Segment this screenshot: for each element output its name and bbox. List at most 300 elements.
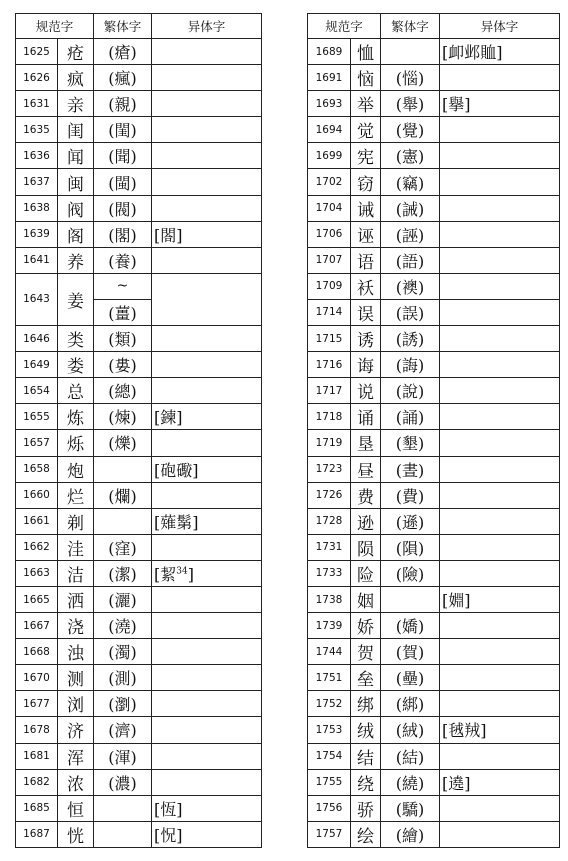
table-row	[16, 534, 262, 560]
regular-char: 贺	[351, 639, 381, 665]
traditional-char: (結)	[381, 743, 440, 769]
char-number: 1755	[308, 769, 351, 795]
regular-char: 剃	[58, 508, 94, 534]
traditional-char: (灑)	[94, 586, 152, 612]
regular-char: 闻	[58, 143, 94, 169]
regular-char: 总	[58, 378, 94, 404]
regular-char: 炼	[58, 404, 94, 430]
table-row	[16, 613, 262, 639]
table-row	[308, 639, 560, 665]
table-row	[16, 665, 262, 691]
variant-char	[152, 247, 262, 273]
variant-char	[440, 169, 560, 195]
char-number: 1719	[308, 430, 351, 456]
variant-char	[440, 560, 560, 586]
variant-text: [恆]	[154, 799, 183, 819]
traditional-char: (誦)	[381, 404, 440, 430]
variant-text: [毧羢]	[442, 721, 487, 741]
traditional-char: (瘋)	[94, 65, 152, 91]
variant-char	[440, 221, 560, 247]
regular-char: 语	[351, 247, 381, 273]
regular-char: 洼	[58, 534, 94, 560]
traditional-char: (養)	[94, 247, 152, 273]
table-row	[16, 586, 262, 612]
table-row	[16, 795, 262, 821]
traditional-char: (遜)	[381, 508, 440, 534]
traditional-char: (潔)	[94, 560, 152, 586]
variant-char	[440, 195, 560, 221]
variant-text: [擧]	[442, 95, 471, 115]
variant-char	[440, 613, 560, 639]
table-row	[16, 482, 262, 508]
variant-char	[440, 508, 560, 534]
traditional-char: (窪)	[94, 534, 152, 560]
header-regular: 规范字	[16, 14, 94, 39]
regular-char: 洁	[58, 560, 94, 586]
variant-char	[440, 39, 560, 65]
regular-char: 娇	[351, 613, 381, 639]
char-number: 1646	[16, 326, 58, 352]
regular-char: 诱	[351, 326, 381, 352]
variant-char	[440, 299, 560, 325]
table-row	[16, 508, 262, 534]
traditional-char: (閨)	[94, 117, 152, 143]
traditional-char: (親)	[94, 91, 152, 117]
table-row	[16, 39, 262, 65]
variant-char	[152, 639, 262, 665]
variant-char	[440, 352, 560, 378]
char-number: 1715	[308, 326, 351, 352]
traditional-char: (濃)	[94, 769, 152, 795]
char-number: 1643	[16, 273, 58, 325]
regular-char: 诫	[351, 195, 381, 221]
variant-char	[440, 404, 560, 430]
char-number: 1626	[16, 65, 58, 91]
regular-char: 姻	[351, 586, 381, 612]
traditional-char: (澆)	[94, 613, 152, 639]
regular-char: 结	[351, 743, 381, 769]
traditional-char: (爛)	[94, 482, 152, 508]
left-header-row	[16, 14, 262, 39]
traditional-char: (惱)	[381, 65, 440, 91]
table-row	[308, 586, 560, 612]
regular-char: 济	[58, 717, 94, 743]
table-row	[308, 221, 560, 247]
regular-char: 浊	[58, 639, 94, 665]
table-row	[308, 430, 560, 456]
char-number: 1753	[308, 717, 351, 743]
variant-char	[152, 117, 262, 143]
char-number: 1654	[16, 378, 58, 404]
variant-text: [砲礮]	[154, 460, 199, 480]
table-row	[308, 65, 560, 91]
variant-char	[152, 586, 262, 612]
table-row	[16, 821, 262, 847]
variant-char	[440, 665, 560, 691]
regular-char: 浓	[58, 769, 94, 795]
char-number: 1754	[308, 743, 351, 769]
char-number: 1739	[308, 613, 351, 639]
traditional-char: (瘡)	[94, 39, 152, 65]
regular-char: 绕	[351, 769, 381, 795]
table-row	[308, 91, 560, 117]
char-number: 1714	[308, 299, 351, 325]
regular-char: 浇	[58, 613, 94, 639]
variant-char	[440, 326, 560, 352]
traditional-char: (墾)	[381, 430, 440, 456]
char-number: 1738	[308, 586, 351, 612]
traditional-char: (晝)	[381, 456, 440, 482]
table-row	[16, 221, 262, 247]
char-number: 1757	[308, 821, 351, 847]
right-table	[307, 13, 560, 848]
header-traditional: 繁体字	[381, 14, 440, 39]
table-row	[308, 117, 560, 143]
traditional-char: (薑)	[94, 299, 152, 325]
traditional-char: (爍)	[94, 430, 152, 456]
traditional-char: (誤)	[381, 299, 440, 325]
regular-char: 诵	[351, 404, 381, 430]
char-number: 1662	[16, 534, 58, 560]
traditional-char: (繞)	[381, 769, 440, 795]
regular-char: 养	[58, 247, 94, 273]
char-number: 1723	[308, 456, 351, 482]
traditional-char: (覺)	[381, 117, 440, 143]
char-number: 1655	[16, 404, 58, 430]
traditional-char	[381, 39, 440, 65]
table-row	[308, 352, 560, 378]
footnote-marker: 34	[176, 566, 188, 577]
variant-char	[152, 482, 262, 508]
regular-char: 绘	[351, 821, 381, 847]
table-row	[308, 456, 560, 482]
traditional-char: (嬌)	[381, 613, 440, 639]
char-number: 1691	[308, 65, 351, 91]
variant-char	[152, 665, 262, 691]
regular-char: 疮	[58, 39, 94, 65]
regular-char: 觉	[351, 117, 381, 143]
variant-char	[152, 508, 262, 534]
regular-char: 诬	[351, 221, 381, 247]
regular-char: 垦	[351, 430, 381, 456]
table-row	[308, 143, 560, 169]
regular-char: 测	[58, 665, 94, 691]
traditional-char: (繪)	[381, 821, 440, 847]
variant-char	[152, 91, 262, 117]
table-row	[16, 560, 262, 586]
variant-char	[152, 143, 262, 169]
traditional-char: (測)	[94, 665, 152, 691]
variant-close-bracket: ]	[187, 564, 194, 584]
char-number: 1726	[308, 482, 351, 508]
char-number: 1661	[16, 508, 58, 534]
table-row	[308, 326, 560, 352]
right-table-body	[308, 39, 560, 848]
traditional-char: (濁)	[94, 639, 152, 665]
char-number: 1635	[16, 117, 58, 143]
variant-char	[440, 273, 560, 299]
traditional-char	[94, 821, 152, 847]
char-number: 1665	[16, 586, 58, 612]
table-row	[308, 743, 560, 769]
char-number: 1733	[308, 560, 351, 586]
table-row	[308, 39, 560, 65]
variant-char	[152, 195, 262, 221]
table-row	[308, 613, 560, 639]
table-row	[308, 404, 560, 430]
traditional-char: (舉)	[381, 91, 440, 117]
traditional-char: (閩)	[94, 169, 152, 195]
left-table	[15, 13, 262, 848]
regular-char: 宪	[351, 143, 381, 169]
char-number: 1625	[16, 39, 58, 65]
char-number: 1751	[308, 665, 351, 691]
variant-char	[440, 743, 560, 769]
regular-char: 昼	[351, 456, 381, 482]
char-number: 1658	[16, 456, 58, 482]
table-row	[16, 117, 262, 143]
header-variant: 异体字	[152, 14, 262, 39]
regular-char: 娄	[58, 352, 94, 378]
variant-char	[440, 247, 560, 273]
variant-char	[152, 613, 262, 639]
traditional-char: (婁)	[94, 352, 152, 378]
char-number: 1744	[308, 639, 351, 665]
char-number: 1668	[16, 639, 58, 665]
traditional-char: (總)	[94, 378, 152, 404]
variant-char	[440, 143, 560, 169]
char-number: 1704	[308, 195, 351, 221]
char-number: 1706	[308, 221, 351, 247]
table-row	[308, 534, 560, 560]
variant-char	[152, 273, 262, 325]
traditional-char	[94, 508, 152, 534]
traditional-char: (渾)	[94, 743, 152, 769]
variant-char	[152, 169, 262, 195]
variant-char	[440, 639, 560, 665]
traditional-char: (誨)	[381, 352, 440, 378]
char-number: 1752	[308, 691, 351, 717]
table-row	[16, 143, 262, 169]
traditional-char: (誘)	[381, 326, 440, 352]
traditional-char: (壘)	[381, 665, 440, 691]
char-number: 1681	[16, 743, 58, 769]
traditional-char: (閣)	[94, 221, 152, 247]
char-number: 1641	[16, 247, 58, 273]
char-number: 1717	[308, 378, 351, 404]
header-traditional: 繁体字	[94, 14, 152, 39]
char-number: 1707	[308, 247, 351, 273]
regular-char: 绑	[351, 691, 381, 717]
variant-char	[440, 482, 560, 508]
traditional-char: (賀)	[381, 639, 440, 665]
variant-char	[152, 378, 262, 404]
traditional-char: (絨)	[381, 717, 440, 743]
table-row	[308, 169, 560, 195]
variant-text: [薙鬀]	[154, 512, 199, 532]
char-number: 1687	[16, 821, 58, 847]
char-number: 1631	[16, 91, 58, 117]
char-number: 1699	[308, 143, 351, 169]
regular-char: 说	[351, 378, 381, 404]
table-row	[16, 743, 262, 769]
char-number: 1649	[16, 352, 58, 378]
variant-char	[152, 430, 262, 456]
traditional-char	[381, 586, 440, 612]
table-row	[16, 65, 262, 91]
traditional-char: (誣)	[381, 221, 440, 247]
variant-char	[440, 117, 560, 143]
char-number: 1693	[308, 91, 351, 117]
table-row	[16, 717, 262, 743]
char-number: 1682	[16, 769, 58, 795]
regular-char: 闺	[58, 117, 94, 143]
table-row	[16, 247, 262, 273]
char-number: 1677	[16, 691, 58, 717]
regular-char: 举	[351, 91, 381, 117]
variant-text: [鍊]	[154, 408, 183, 428]
variant-char	[152, 326, 262, 352]
regular-char: 疯	[58, 65, 94, 91]
table-row	[16, 273, 262, 299]
char-number: 1663	[16, 560, 58, 586]
variant-char	[440, 586, 560, 612]
variant-char	[440, 65, 560, 91]
right-header-row	[308, 14, 560, 39]
regular-char: 洒	[58, 586, 94, 612]
table-row	[16, 326, 262, 352]
regular-char: 垒	[351, 665, 381, 691]
char-number: 1702	[308, 169, 351, 195]
variant-char	[152, 717, 262, 743]
table-row	[16, 352, 262, 378]
table-row	[308, 508, 560, 534]
traditional-char: (語)	[381, 247, 440, 273]
char-number: 1694	[308, 117, 351, 143]
variant-char	[440, 430, 560, 456]
table-row	[16, 456, 262, 482]
char-number: 1731	[308, 534, 351, 560]
table-row	[16, 195, 262, 221]
traditional-char: (隕)	[381, 534, 440, 560]
variant-text: [絜	[154, 564, 177, 584]
traditional-char	[94, 795, 152, 821]
traditional-char: (誡)	[381, 195, 440, 221]
traditional-char: (襖)	[381, 273, 440, 299]
regular-char: 恒	[58, 795, 94, 821]
regular-char: 恼	[351, 65, 381, 91]
char-number: 1716	[308, 352, 351, 378]
variant-char	[152, 769, 262, 795]
regular-char: 袄	[351, 273, 381, 299]
variant-text: [怳]	[154, 825, 183, 845]
variant-char	[152, 456, 262, 482]
variant-char	[152, 534, 262, 560]
regular-char: 烂	[58, 482, 94, 508]
traditional-char: (煉)	[94, 404, 152, 430]
regular-char: 炮	[58, 456, 94, 482]
table-row	[308, 482, 560, 508]
variant-char	[440, 691, 560, 717]
variant-text: [閤]	[154, 225, 183, 245]
variant-char	[152, 404, 262, 430]
variant-char	[440, 769, 560, 795]
char-number: 1718	[308, 404, 351, 430]
regular-char: 诲	[351, 352, 381, 378]
char-number: 1670	[16, 665, 58, 691]
table-row	[308, 821, 560, 847]
regular-char: 逊	[351, 508, 381, 534]
traditional-char: (說)	[381, 378, 440, 404]
char-number: 1638	[16, 195, 58, 221]
traditional-char: (濟)	[94, 717, 152, 743]
char-number: 1685	[16, 795, 58, 821]
table-row	[308, 717, 560, 743]
regular-char: 险	[351, 560, 381, 586]
variant-text: [卹邺賉]	[442, 43, 503, 63]
char-number: 1639	[16, 221, 58, 247]
variant-char	[152, 352, 262, 378]
variant-char	[152, 560, 262, 586]
table-row	[16, 378, 262, 404]
regular-char: 浑	[58, 743, 94, 769]
char-number: 1728	[308, 508, 351, 534]
variant-char	[440, 91, 560, 117]
table-row	[308, 247, 560, 273]
variant-char	[152, 691, 262, 717]
table-row	[308, 378, 560, 404]
table-row	[16, 769, 262, 795]
regular-char: 阁	[58, 221, 94, 247]
variant-char	[152, 39, 262, 65]
table-row	[308, 299, 560, 325]
traditional-char: (閥)	[94, 195, 152, 221]
traditional-char: (險)	[381, 560, 440, 586]
variant-char	[440, 821, 560, 847]
variant-char	[152, 795, 262, 821]
traditional-char: (驕)	[381, 795, 440, 821]
traditional-char: (綁)	[381, 691, 440, 717]
table-row	[16, 639, 262, 665]
char-number: 1709	[308, 273, 351, 299]
variant-text: [婣]	[442, 591, 471, 611]
table-row	[16, 91, 262, 117]
regular-char: 阀	[58, 195, 94, 221]
table-row	[16, 169, 262, 195]
regular-char: 费	[351, 482, 381, 508]
traditional-char: (憲)	[381, 143, 440, 169]
variant-char	[152, 821, 262, 847]
char-number: 1667	[16, 613, 58, 639]
char-number: 1657	[16, 430, 58, 456]
char-number: 1689	[308, 39, 351, 65]
variant-char	[152, 65, 262, 91]
char-number: 1660	[16, 482, 58, 508]
table-row	[308, 195, 560, 221]
table-row	[308, 665, 560, 691]
regular-char: 姜	[58, 273, 94, 325]
variant-char	[440, 717, 560, 743]
table-row	[16, 691, 262, 717]
regular-char: 骄	[351, 795, 381, 821]
regular-char: 误	[351, 299, 381, 325]
traditional-char: (費)	[381, 482, 440, 508]
variant-text: [遶]	[442, 773, 471, 793]
regular-char: 浏	[58, 691, 94, 717]
regular-char: 亲	[58, 91, 94, 117]
variant-char	[440, 534, 560, 560]
traditional-char: (聞)	[94, 143, 152, 169]
